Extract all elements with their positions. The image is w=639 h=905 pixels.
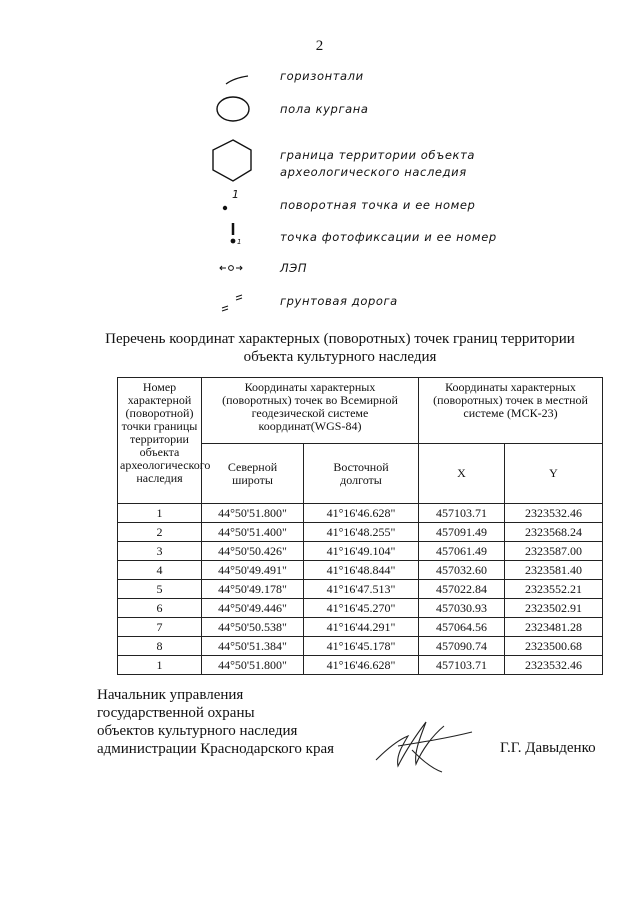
handwritten-signature-icon [368,710,478,785]
header-point-number: Номер характерной (поворотной) точки границы территории объекта археологического наследия [118,378,202,504]
header-wgs-group: Координаты характерных (поворотных) точек во Всемирной геодезической системе координат(WGS-84) [202,378,419,444]
table-row [118,523,603,542]
cell-x: 457091.49 [419,523,505,542]
cell-north-latitude: 44°50'51.800" [202,656,304,675]
cell-east-longitude: 41°16'45.178" [304,637,419,656]
cell-y: 2323532.46 [505,656,603,675]
cell-north-latitude: 44°50'51.400" [202,523,304,542]
cell-point-number: 8 [118,637,202,656]
cell-x: 457090.74 [419,637,505,656]
cell-x: 457061.49 [419,542,505,561]
legend-text-mound: пола кургана [280,102,369,116]
cell-north-latitude: 44°50'49.178" [202,580,304,599]
cell-north-latitude: 44°50'50.426" [202,542,304,561]
photo-point-marker-label: 1 [237,238,242,246]
legend-item-turning-point [0,186,639,216]
legend-item-boundary [0,138,639,179]
cell-x: 457103.71 [419,656,505,675]
cell-y: 2323587.00 [505,542,603,561]
cell-y: 2323502.91 [505,599,603,618]
header-east-longitude: Восточной долготы [304,444,419,504]
hexagon-icon [196,138,260,184]
cell-east-longitude: 41°16'44.291" [304,618,419,637]
cell-east-longitude: 41°16'46.628" [304,656,419,675]
cell-point-number: 4 [118,561,202,580]
legend-text-dirt-road: грунтовая дорога [280,294,398,308]
ellipse-icon [196,94,260,134]
cell-north-latitude: 44°50'51.384" [202,637,304,656]
table-row [118,618,603,637]
dirt-road-icon [196,290,260,330]
legend-text-boundary: граница территории объекта археологического наследия [280,148,476,179]
cell-point-number: 1 [118,504,202,523]
legend-item-contours [0,62,639,92]
table-body [118,504,603,675]
cell-x: 457032.60 [419,561,505,580]
cell-east-longitude: 41°16'49.104" [304,542,419,561]
cell-east-longitude: 41°16'47.513" [304,580,419,599]
cell-y: 2323481.28 [505,618,603,637]
cell-y: 2323581.40 [505,561,603,580]
table-row [118,542,603,561]
table-row [118,561,603,580]
cell-point-number: 2 [118,523,202,542]
page-number: 2 [315,38,324,54]
cell-x: 457103.71 [419,504,505,523]
legend-item-dirt-road [0,290,639,320]
header-local-group: Координаты характерных (поворотных) точек в местной системе (МСК-23) [419,378,603,444]
header-y: Y [505,444,603,504]
legend-text-photo-point: точка фотофиксации и ее номер [280,230,497,244]
legend-item-mound [0,94,639,124]
cell-north-latitude: 44°50'49.491" [202,561,304,580]
table-row [118,580,603,599]
table-row [118,637,603,656]
cell-east-longitude: 41°16'45.270" [304,599,419,618]
cell-north-latitude: 44°50'50.538" [202,618,304,637]
signatory-name: Г.Г. Давыденко [500,740,596,756]
cell-north-latitude: 44°50'49.446" [202,599,304,618]
cell-x: 457022.84 [419,580,505,599]
cell-north-latitude: 44°50'51.800" [202,504,304,523]
legend-item-power-line [0,258,639,288]
header-north-latitude: Северной широты [202,444,304,504]
header-x: X [419,444,505,504]
cell-east-longitude: 41°16'48.255" [304,523,419,542]
cell-point-number: 1 [118,656,202,675]
cell-east-longitude: 41°16'48.844" [304,561,419,580]
table-row [118,504,603,523]
table-header-row [118,378,603,444]
table-row [118,599,603,618]
cell-point-number: 7 [118,618,202,637]
cell-y: 2323568.24 [505,523,603,542]
cell-x: 457030.93 [419,599,505,618]
cell-y: 2323552.21 [505,580,603,599]
cell-y: 2323532.46 [505,504,603,523]
legend-text-turning-point: поворотная точка и ее номер [280,198,476,212]
signatory-position: Начальник управления государственной охраны объектов культурного наследия администрации Краснодарского края [97,687,335,757]
cell-point-number: 5 [118,580,202,599]
coordinates-table-wrap [117,377,602,675]
cell-y: 2323500.68 [505,637,603,656]
legend-text-power-line: ЛЭП [280,261,308,275]
legend-item-photo-point [0,219,639,249]
legend-text-contours: горизонтали [280,69,364,83]
turning-point-marker-label: 1 [232,188,239,201]
cell-point-number: 6 [118,599,202,618]
cell-point-number: 3 [118,542,202,561]
table-row [118,656,603,675]
coordinates-table [117,377,603,675]
cell-x: 457064.56 [419,618,505,637]
cell-east-longitude: 41°16'46.628" [304,504,419,523]
section-title: Перечень координат характерных (поворотных) точек границ территории объекта культурного наследия [105,331,575,365]
photo-point-icon [196,219,260,259]
